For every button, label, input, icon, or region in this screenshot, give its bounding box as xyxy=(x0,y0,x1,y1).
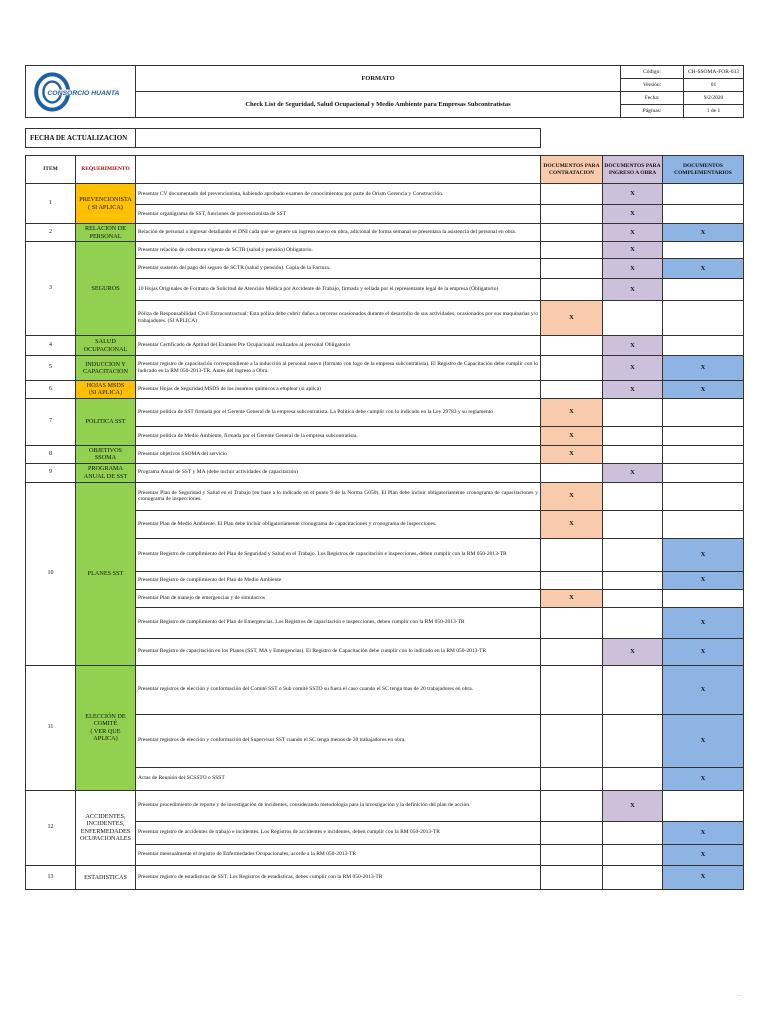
requirement-label: INDUCCION Y CAPACITACION xyxy=(76,356,136,381)
item-number: 12 xyxy=(26,790,76,865)
entry-docs-mark[interactable]: X xyxy=(603,381,663,399)
item-number: 6 xyxy=(26,381,76,399)
requirement-description: Presentar relación de cobertura vigente de SCTR (salud y pensión) Obligatorio. xyxy=(136,242,541,259)
requirement-description: Programa Anual de SST y MA (debe incluir actividades de capacitación) xyxy=(136,463,541,482)
complementary-docs-mark[interactable]: X xyxy=(663,607,744,638)
contract-docs-mark[interactable] xyxy=(541,205,603,224)
table-row xyxy=(26,398,744,426)
entry-docs-mark[interactable]: X xyxy=(603,356,663,381)
table-row xyxy=(26,865,744,889)
requirement-description: Presentar política de Medio Ambiente, firmada por el Gerente General de la empresa subcontratista. xyxy=(136,426,541,445)
requirement-description: Presentar registro de estadisticas de SST. Los Registros de estadisticas, debes cumplir con la RM 050-2013-TR xyxy=(136,865,541,889)
table-row xyxy=(26,482,744,510)
meta-label: Fecha: xyxy=(621,92,684,105)
entry-docs-mark[interactable] xyxy=(603,482,663,510)
table-row xyxy=(26,463,744,482)
contract-docs-mark[interactable] xyxy=(541,607,603,638)
table-row xyxy=(26,665,744,714)
entry-docs-mark[interactable]: X xyxy=(603,279,663,301)
contract-docs-mark[interactable] xyxy=(541,381,603,399)
contract-docs-mark[interactable]: X xyxy=(541,510,603,538)
requirement-description: Presentar Hojas de Seguridad MSDS de los insumos químicos a emplear (si aplica) xyxy=(136,381,541,399)
table-row xyxy=(26,790,744,821)
entry-docs-mark[interactable]: X xyxy=(603,638,663,665)
company-logo xyxy=(26,68,135,116)
contract-docs-mark[interactable] xyxy=(541,336,603,356)
contract-docs-mark[interactable]: X xyxy=(541,445,603,463)
meta-label: Versión: xyxy=(621,79,684,92)
complementary-docs-mark[interactable] xyxy=(663,510,744,538)
complementary-docs-mark[interactable] xyxy=(663,463,744,482)
entry-docs-mark[interactable] xyxy=(603,589,663,607)
entry-docs-mark[interactable] xyxy=(603,571,663,589)
requirement-description: Póliza de Responsabilidad Civil Extracontractual: Esta póliza debe cubrir daños a terceros ocasionados durante el desarrollo de sus actividades, ocasionados por sus maquinarias y/o trabajadores. (SI APLICA) xyxy=(136,301,541,336)
contract-docs-mark[interactable] xyxy=(541,356,603,381)
table-row xyxy=(26,184,744,205)
requirement-label: PREVENCIONISTA ( SI APLICA) xyxy=(76,184,136,224)
logo-cell xyxy=(26,66,136,118)
footer-mark: ... xyxy=(737,992,742,998)
contract-docs-mark[interactable] xyxy=(541,844,603,865)
requirement-description: Presentar Plan de Medio Ambiente. El Plan debe incluir obligatoriamente cronograma de capacitaciones y cronograma de inspecciones. xyxy=(136,510,541,538)
contract-docs-mark[interactable] xyxy=(541,538,603,571)
contract-docs-mark[interactable] xyxy=(541,259,603,279)
meta-value: CH-SSOMA-FOR-033 xyxy=(684,66,744,79)
requirement-description: Presentar Plan de Seguridad y Salud en el Trabajo (en base a lo indicado en el punto 9 de la Norma G050). El Plan debe incluir obligatoriamente cronograma de capacitaciones y cronograma de inspecciones. xyxy=(136,482,541,510)
item-number: 11 xyxy=(26,665,76,790)
complementary-docs-mark[interactable] xyxy=(663,445,744,463)
requirement-description: Presentar registros de elección y conformación del Comité SST o Sub comité SSTO su fuera el caso cuando el SC tenga mas de 20 trabajadores en obra. xyxy=(136,665,541,714)
item-number: 3 xyxy=(26,242,76,336)
document-title: Check List de Seguridad, Salud Ocupacional y Medio Ambiente para Empresas Subcontratistas xyxy=(136,92,621,118)
consorcio-huanta-logo-icon xyxy=(33,72,129,112)
format-label: FORMATO xyxy=(136,66,621,92)
item-number: 5 xyxy=(26,356,76,381)
complementary-docs-mark[interactable]: X xyxy=(663,821,744,844)
requirement-description: Relación de personal a ingresar detallando el DNI cada que se genere un ingreso nuevo en obra, adicional de forma semanal se presentara la asistencia del personal en obra. xyxy=(136,224,541,242)
table-row xyxy=(26,336,744,356)
entry-docs-mark[interactable]: X xyxy=(603,259,663,279)
complementary-docs-mark[interactable]: X xyxy=(663,571,744,589)
column-header-complementary-docs: DOCUMENTOS COMPLEMENTARIOS xyxy=(663,156,744,184)
requirement-label: HOJAS MSDS (SI APLICA) xyxy=(76,381,136,399)
requirement-label: ESTADISTICAS xyxy=(76,865,136,889)
column-header-contract-docs: DOCUMENTOS PARA CONTRATACION xyxy=(541,156,603,184)
complementary-docs-mark[interactable]: X xyxy=(663,224,744,242)
table-row xyxy=(26,381,744,399)
complementary-docs-mark[interactable] xyxy=(663,184,744,205)
meta-value: 01 xyxy=(684,79,744,92)
requirement-description: Presentar Certificado de Aptitud del Examen Pre Ocupacional realizados al personal Obligatorio xyxy=(136,336,541,356)
contract-docs-mark[interactable] xyxy=(541,279,603,301)
entry-docs-mark[interactable] xyxy=(603,665,663,714)
entry-docs-mark[interactable]: X xyxy=(603,242,663,259)
item-number: 10 xyxy=(26,482,76,665)
item-number: 2 xyxy=(26,224,76,242)
checklist-body xyxy=(26,184,744,890)
meta-value: 1 de 1 xyxy=(684,105,744,118)
column-header-description xyxy=(136,156,541,184)
svg-text:CONSORCIO HUANTA: CONSORCIO HUANTA xyxy=(46,89,119,97)
requirement-description: Presentar Registro de capacitación en los Planes (SST, MA y Emergencias). El Registro de Capacitación debe cumplir con lo indicado en la RM 050-2013-TR xyxy=(136,638,541,665)
entry-docs-mark[interactable] xyxy=(603,821,663,844)
update-date-label: FECHA DE ACTUALIZACION xyxy=(26,129,136,148)
contract-docs-mark[interactable] xyxy=(541,821,603,844)
entry-docs-mark[interactable]: X xyxy=(603,790,663,821)
requirement-label: ELECCIÓN DE COMITÉ ( VER QUE APLICA) xyxy=(76,665,136,790)
complementary-docs-mark[interactable] xyxy=(663,242,744,259)
entry-docs-mark[interactable] xyxy=(603,844,663,865)
entry-docs-mark[interactable] xyxy=(603,607,663,638)
entry-docs-mark[interactable] xyxy=(603,865,663,889)
checklist-table xyxy=(25,155,744,890)
item-number: 4 xyxy=(26,336,76,356)
complementary-docs-mark[interactable]: X xyxy=(663,381,744,399)
requirement-description: Presentar mensualmente el registro de Enfermedades Ocupacionales, acorde a la RM 050-2013-TR xyxy=(136,844,541,865)
item-number: 9 xyxy=(26,463,76,482)
contract-docs-mark[interactable] xyxy=(541,184,603,205)
entry-docs-mark[interactable]: X xyxy=(603,184,663,205)
contract-docs-mark[interactable] xyxy=(541,224,603,242)
contract-docs-mark[interactable]: X xyxy=(541,301,603,336)
item-number: 1 xyxy=(26,184,76,224)
contract-docs-mark[interactable] xyxy=(541,790,603,821)
contract-docs-mark[interactable] xyxy=(541,767,603,790)
contract-docs-mark[interactable] xyxy=(541,714,603,767)
requirement-label: OBJETIVOS SSOMA xyxy=(76,445,136,463)
header-table xyxy=(25,65,744,118)
entry-docs-mark[interactable] xyxy=(603,445,663,463)
requirement-label: SALUD OCUPACIONAL xyxy=(76,336,136,356)
requirement-description: Presentar registros de elección y conformación del Supervisor SST cuando el SC tenga menos de 20 trabajadores en obra. xyxy=(136,714,541,767)
requirement-label: ACCIDENTES, INCIDENTES, ENFERMEDADES OCUPACIONALES xyxy=(76,790,136,865)
entry-docs-mark[interactable]: X xyxy=(603,336,663,356)
requirement-description: 10 Hojas Originales de Formato de Solicitud de Atención Médica por Accidente de Trabajo, firmada y sellada por el representante legal de la empresa (Obligatorio) xyxy=(136,279,541,301)
entry-docs-mark[interactable]: X xyxy=(603,205,663,224)
requirement-label: RELACION DE PERSONAL xyxy=(76,224,136,242)
contract-docs-mark[interactable] xyxy=(541,638,603,665)
entry-docs-mark[interactable]: X xyxy=(603,463,663,482)
update-date-field[interactable] xyxy=(136,129,541,148)
entry-docs-mark[interactable] xyxy=(603,714,663,767)
complementary-docs-mark[interactable] xyxy=(663,398,744,426)
table-row xyxy=(26,445,744,463)
requirement-description: Presentar Plan de manejo de emergencias y de simulacros xyxy=(136,589,541,607)
requirement-label: PLANES SST xyxy=(76,482,136,665)
requirement-label: POLITICA SST xyxy=(76,398,136,445)
entry-docs-mark[interactable] xyxy=(603,301,663,336)
requirement-description: Presentar registro de capacitación correspondiente a la inducción al personal nuevo (formato con logo de la empresa subcontratista). El Registro de Capacitación debe cumplir con lo indicado en la RM 050-2013-TR. Antes del ingreso a Obra. xyxy=(136,356,541,381)
complementary-docs-mark[interactable] xyxy=(663,301,744,336)
requirement-label: SEGUROS xyxy=(76,242,136,336)
requirement-description: Presentar sustento del pago del seguro de SCTR (salud y pensión). Copia de la Factura. xyxy=(136,259,541,279)
update-date-table xyxy=(25,128,541,148)
complementary-docs-mark[interactable]: X xyxy=(663,665,744,714)
meta-value: 9/2/2020 xyxy=(684,92,744,105)
item-number: 8 xyxy=(26,445,76,463)
column-header-requirement: REQUERIMIENTO xyxy=(76,156,136,184)
requirement-description: Presentar organigrama de SST, funciones de prevencionista de SST xyxy=(136,205,541,224)
requirement-description: Presentar registro de accidentes de trabajo e incidentes. Los Registros de accidentes e incidentes, deben cumplir con la RM 050-2013-TR xyxy=(136,821,541,844)
complementary-docs-mark[interactable]: X xyxy=(663,767,744,790)
contract-docs-mark[interactable]: X xyxy=(541,426,603,445)
requirement-description: Presentar Registro de cumplimiento del Plan de Seguridad y Salud en el Trabajo. Los Registros de capacitación e inspecciones, deben cumplir con la RM 050-2013-TR xyxy=(136,538,541,571)
entry-docs-mark[interactable] xyxy=(603,767,663,790)
requirement-label: PROGRAMA ANUAL DE SST xyxy=(76,463,136,482)
complementary-docs-mark[interactable]: X xyxy=(663,714,744,767)
complementary-docs-mark[interactable] xyxy=(663,336,744,356)
contract-docs-mark[interactable]: X xyxy=(541,482,603,510)
item-number: 13 xyxy=(26,865,76,889)
complementary-docs-mark[interactable] xyxy=(663,790,744,821)
contract-docs-mark[interactable]: X xyxy=(541,589,603,607)
complementary-docs-mark[interactable]: X xyxy=(663,844,744,865)
complementary-docs-mark[interactable] xyxy=(663,205,744,224)
complementary-docs-mark[interactable]: X xyxy=(663,538,744,571)
meta-label: Páginas: xyxy=(621,105,684,118)
table-row xyxy=(26,356,744,381)
contract-docs-mark[interactable]: X xyxy=(541,398,603,426)
requirement-description: Presentar objetivos SSOMA del servicio xyxy=(136,445,541,463)
requirement-description: Presentar CV documentado del prevencionista, habiendo aprobado examen de conocimientos por parte de Orism Gerencia y Construcción. xyxy=(136,184,541,205)
requirement-description: Presentar Registro de cumplimiento del Plan de Emergencias. Los Registros de capacitación e inspecciones, deben cumplir con la RM 050-2013-TR xyxy=(136,607,541,638)
complementary-docs-mark[interactable]: X xyxy=(663,638,744,665)
requirement-description: Presentar Registro de cumplimiento del Plan de Medio Ambiente xyxy=(136,571,541,589)
complementary-docs-mark[interactable] xyxy=(663,426,744,445)
entry-docs-mark[interactable] xyxy=(603,426,663,445)
item-number: 7 xyxy=(26,398,76,445)
column-header-entry-docs: DOCUMENTOS PARA INGRESO A OBRA xyxy=(603,156,663,184)
complementary-docs-mark[interactable] xyxy=(663,279,744,301)
contract-docs-mark[interactable] xyxy=(541,665,603,714)
requirement-description: Presentar procedimiento de reporte y de investigación de incidentes, considerando metodologia para la investigación y la definición del plan de acción. xyxy=(136,790,541,821)
requirement-description: Actas de Reunión del SCSSTO o SSST xyxy=(136,767,541,790)
table-row xyxy=(26,224,744,242)
table-row xyxy=(26,242,744,259)
contract-docs-mark[interactable] xyxy=(541,571,603,589)
column-header-item: ITEM xyxy=(26,156,76,184)
contract-docs-mark[interactable] xyxy=(541,242,603,259)
entry-docs-mark[interactable]: X xyxy=(603,224,663,242)
complementary-docs-mark[interactable]: X xyxy=(663,259,744,279)
entry-docs-mark[interactable] xyxy=(603,398,663,426)
entry-docs-mark[interactable] xyxy=(603,538,663,571)
entry-docs-mark[interactable] xyxy=(603,510,663,538)
complementary-docs-mark[interactable] xyxy=(663,482,744,510)
contract-docs-mark[interactable] xyxy=(541,463,603,482)
complementary-docs-mark[interactable]: X xyxy=(663,865,744,889)
meta-label: Código: xyxy=(621,66,684,79)
complementary-docs-mark[interactable] xyxy=(663,589,744,607)
contract-docs-mark[interactable] xyxy=(541,865,603,889)
requirement-description: Presentar política de SST firmada por el Gerente General de la empresa subcontratista. La Política debe cumplir con lo indicado en la Ley 29783 y su reglamento xyxy=(136,398,541,426)
complementary-docs-mark[interactable]: X xyxy=(663,356,744,381)
